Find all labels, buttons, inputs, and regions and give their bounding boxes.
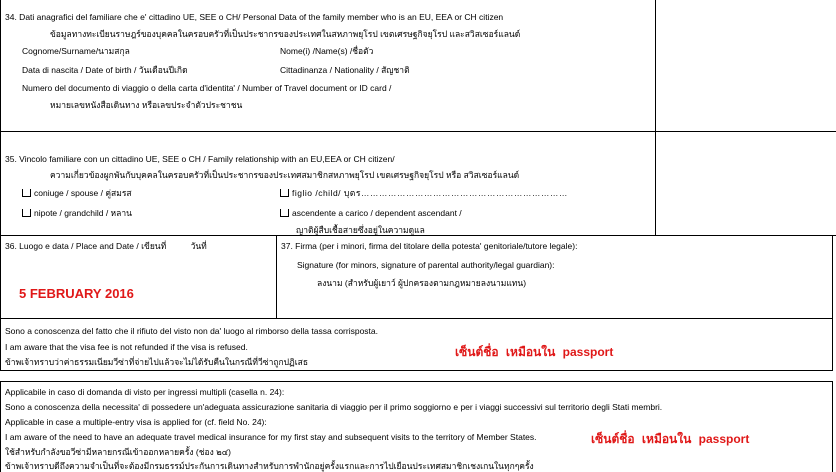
grandchild-checkbox[interactable] — [22, 209, 31, 217]
travel-doc-field[interactable]: Numero del documento di viaggio o della carta d'identita' / Number of Travel document or ID card / — [22, 83, 392, 93]
child-checkbox[interactable] — [280, 189, 289, 197]
divider-35-36 — [0, 235, 836, 236]
names-field[interactable]: Nome(i) /Name(s) /ชื่อตัว — [280, 46, 374, 56]
signature-thai[interactable]: ลงนาม (สำหรับผู้เยาว์ ผู้ปกครองตามกฎหมายลงนามแทน) — [317, 278, 527, 288]
ascendant-label: ascendente a carico / dependent ascendant / — [292, 208, 462, 218]
border-left-multi — [0, 381, 1, 472]
fee-english: I am aware that the visa fee is not refunded if the visa is refused. — [5, 342, 248, 352]
divider-36-37 — [276, 235, 277, 319]
divider-34-35 — [0, 131, 836, 132]
section34-title: 34. Dati anagrafici del familiare che e' cittadino UE, SEE o CH/ Personal Data of the family member who is an EU, EEA or CH citizen — [5, 12, 504, 22]
border-right-37 — [832, 235, 833, 319]
border-right-multi — [832, 381, 833, 472]
nationality-field[interactable]: Cittadinanza / Nationality / สัญชาติ — [280, 65, 410, 75]
section37-label: 37. Firma (per i minori, firma del titolare della potesta' genitoriale/tutore legale): — [281, 241, 578, 251]
date-label-thai: วันที่ — [190, 241, 207, 251]
child-label: figlio /child/ บุตร…………………………………………………………… — [292, 188, 568, 198]
multi-line3: Applicable in case a multiple-entry visa is applied for (cf. field No. 24): — [5, 417, 267, 427]
spouse-label: coniuge / spouse / คู่สมรส — [34, 188, 132, 198]
multi-signature-annotation[interactable]: เซ็นต์ชื่อ เหมือนใน passport — [591, 432, 750, 446]
child-option[interactable] — [280, 189, 568, 198]
border-right-fee — [832, 318, 833, 371]
divider-37-fee — [0, 318, 833, 319]
fee-thai: ข้าพเจ้าทราบว่าค่าธรรมเนียมวีซ่าที่จ่ายไปแล้วจะไม่ได้รับคืนในกรณีที่วีซ่าถูกปฏิเสธ — [5, 357, 309, 367]
place-date-text: 36. Luogo e data / Place and Date / เขียนที่ — [5, 241, 167, 251]
travel-doc-thai: หมายเลขหนังสือเดินทาง หรือเลขประจำตัวประชาชน — [50, 100, 243, 110]
surname-field[interactable]: Cognome/Surname/นามสกุล — [22, 46, 130, 56]
multi-line2: Sono a conoscenza della necessita' di possedere un'adeguata assicurazione sanitaria di viaggio per il primo soggiorno e per i viaggi successivi sul territorio degli Stati membri. — [5, 402, 663, 412]
border-left-fee — [0, 318, 1, 371]
signature-label: Signature (for minors, signature of parental authority/legal guardian): — [297, 260, 555, 270]
fee-signature-annotation[interactable]: เซ็นต์ชื่อ เหมือนใน passport — [455, 345, 614, 359]
border-left-35 — [0, 131, 1, 236]
grandchild-label: nipote / grandchild / หลาน — [34, 208, 132, 218]
multi-line5: ใช้สำหรับกำลังขอวีซ่ามีหลายกรณีเข้าออกหลายครั้ง (ช่อง ๒๔) — [5, 447, 231, 457]
ascendant-option[interactable] — [280, 209, 462, 218]
multi-line6: ข้าพเจ้าทราบดีถึงความจำเป็นที่จะต้องมีกรมธรรม์ประกันการเดินทางสำหรับการพำนักอยู่ครั้งแรกและการไปเยือนประเทศสมาชิกเชงเกนในทุกๆครั้ง — [5, 461, 534, 471]
border-right-34 — [655, 0, 656, 132]
spouse-option[interactable] — [22, 189, 132, 198]
section34-thai: ข้อมูลทางทะเบียนราษฎร์ของบุคคลในครอบครัวที่เป็นประชากรของประเทศในสหภาพยุโรป เขตเศรษฐกิจยุโรป และสวิสเซอร์แลนด์ — [50, 29, 521, 39]
dob-field[interactable]: Data di nascita / Date of birth / วันเดือนปีเกิด — [22, 65, 188, 75]
border-left-36 — [0, 235, 1, 319]
place-date-value[interactable]: 5 FEBRUARY 2016 — [19, 286, 134, 301]
fee-italian: Sono a conoscenza del fatto che il rifiuto del visto non da' luogo al rimborso della tassa corrisposta. — [5, 326, 378, 336]
border-left-34 — [0, 0, 1, 132]
ascendant-thai: ญาติผู้สืบเชื้อสายซึ่งอยู่ในความดูแล — [296, 225, 425, 235]
border-top-multi — [0, 381, 833, 382]
place-date-label — [5, 242, 207, 251]
ascendant-checkbox[interactable] — [280, 209, 289, 217]
multi-line4: I am aware of the need to have an adequate travel medical insurance for my first stay and subsequent visits to the territory of Member States. — [5, 432, 537, 442]
border-right-35 — [655, 131, 656, 236]
section35-thai: ความเกี่ยวข้องผูกพันกับบุคคลในครอบครัวที่เป็นประชากรของประเทศสมาชิกสหภาพยุโรป เขตเศรษฐกิจยุโรป หรือ สวิสเซอร์แลนด์ — [50, 170, 520, 180]
border-bottom-fee — [0, 370, 833, 371]
multi-line1: Applicabile in caso di domanda di visto per ingressi multipli (casella n. 24): — [5, 387, 285, 397]
spouse-checkbox[interactable] — [22, 189, 31, 197]
section35-title: 35. Vincolo familiare con un cittadino UE, SEE o CH / Family relationship with an EU,EEA or CH citizen/ — [5, 154, 395, 164]
grandchild-option[interactable] — [22, 209, 132, 218]
